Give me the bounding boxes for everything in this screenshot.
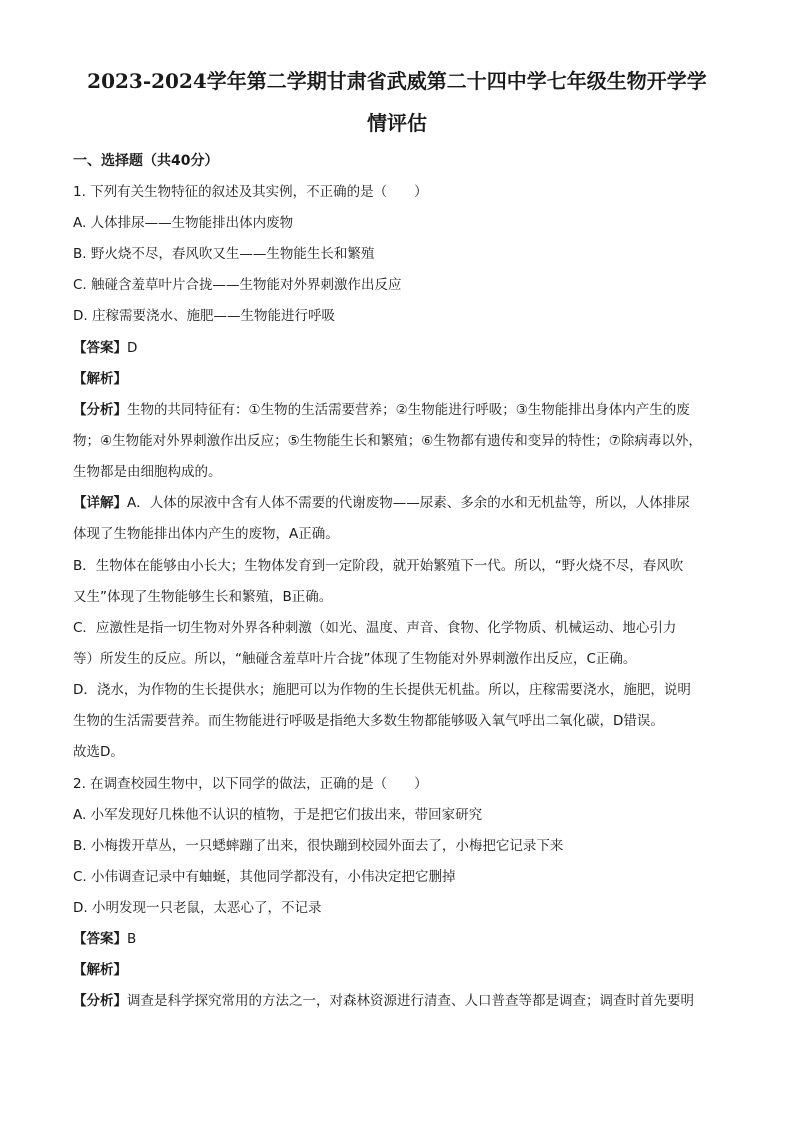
question-1-detail-line: 体现了生物能排出体内产生的废物，A正确。 [73, 526, 339, 542]
section-heading: 一、选择题（共40分） [73, 153, 219, 169]
question-1-option-d: D. 庄稼需要浇水、施肥——生物能进行呼吸 [73, 308, 335, 324]
fenxi-text: 调查是科学探究常用的方法之一，对森林资源进行清查、人口普查等都是调查；调查时首先要明 [127, 993, 694, 1009]
question-1-fenxi-line: 物；④生物能对外界刺激作出反应；⑤生物能生长和繁殖；⑥生物都有遗传和变异的特性；⑦除病毒以外， [73, 433, 702, 449]
answer-value: D [127, 340, 138, 356]
question-1-option-a: A. 人体排尿——生物能排出体内废物 [73, 215, 294, 231]
xiangjie-label: 【详解】 [73, 495, 127, 511]
question-1-detail-line: 故选D。 [73, 744, 124, 760]
question-2-option-d: D. 小明发现一只老鼠，太恶心了，不记录 [73, 900, 322, 916]
question-1-detail-line: 又生”体现了生物能够生长和繁殖，B正确。 [73, 589, 333, 605]
fenxi-text: 生物的共同特征有：①生物的生活需要营养；②生物能进行呼吸；③生物能排出身体内产生的废 [127, 402, 690, 418]
answer-label: 【答案】 [73, 931, 127, 947]
question-1-detail-line: C．应激性是指一切生物对外界各种刺激（如光、温度、声音、食物、化学物质、机械运动、地心引力 [73, 620, 677, 636]
answer-value: B [127, 931, 137, 947]
document-title-line-1: 2023-2024学年第二学期甘肃省武威第二十四中学七年级生物开学学 [87, 69, 707, 93]
question-2-analysis-label: 【解析】 [73, 962, 127, 978]
question-2-option-a: A. 小军发现好几株他不认识的植物，于是把它们拔出来，带回家研究 [73, 807, 483, 823]
question-2-answer [73, 930, 136, 948]
question-1-analysis-label: 【解析】 [73, 371, 127, 387]
document-title-line-2: 情评估 [367, 111, 427, 135]
question-1-option-c: C. 触碰含羞草叶片合拢——生物能对外界刺激作出反应 [73, 277, 402, 293]
question-1-option-b: B. 野火烧不尽，春风吹又生——生物能生长和繁殖 [73, 246, 375, 262]
question-1-detail-line: B．生物体在能够由小长大；生物体发育到一定阶段，就开始繁殖下一代。所以，“野火烧不尽，春风吹 [73, 558, 684, 574]
fenxi-label: 【分析】 [73, 993, 127, 1009]
question-1-detail-line [73, 494, 690, 512]
question-1-detail-line: 生物的生活需要营养。而生物能进行呼吸是指绝大多数生物都能够吸入氧气呼出二氧化碳，D错误。 [73, 713, 664, 729]
question-1-answer [73, 339, 137, 357]
question-1-fenxi-line: 生物都是由细胞构成的。 [73, 464, 222, 480]
question-2-option-c: C. 小伟调查记录中有蚰蜒，其他同学都没有，小伟决定把它删掉 [73, 869, 456, 885]
detail-text: A．人体的尿液中含有人体不需要的代谢废物——尿素、多余的水和无机盐等，所以，人体排尿 [127, 495, 690, 511]
question-2-fenxi-line [73, 992, 694, 1010]
question-1-detail-line: 等）所发生的反应。所以，“触碰含羞草叶片合拢”体现了生物能对外界刺激作出反应，C正确。 [73, 651, 637, 667]
answer-label: 【答案】 [73, 340, 127, 356]
question-2-option-b: B. 小梅拨开草丛，一只蟋蟀蹦了出来，很快蹦到校园外面去了，小梅把它记录下来 [73, 838, 564, 854]
question-1-detail-line: D．浇水，为作物的生长提供水；施肥可以为作物的生长提供无机盐。所以，庄稼需要浇水，施肥，说明 [73, 682, 691, 698]
question-1-stem: 1. 下列有关生物特征的叙述及其实例，不正确的是（ ） [73, 184, 428, 200]
question-1-fenxi-line [73, 401, 690, 419]
question-2-stem: 2. 在调查校园生物中，以下同学的做法，正确的是（ ） [73, 776, 428, 792]
fenxi-label: 【分析】 [73, 402, 127, 418]
